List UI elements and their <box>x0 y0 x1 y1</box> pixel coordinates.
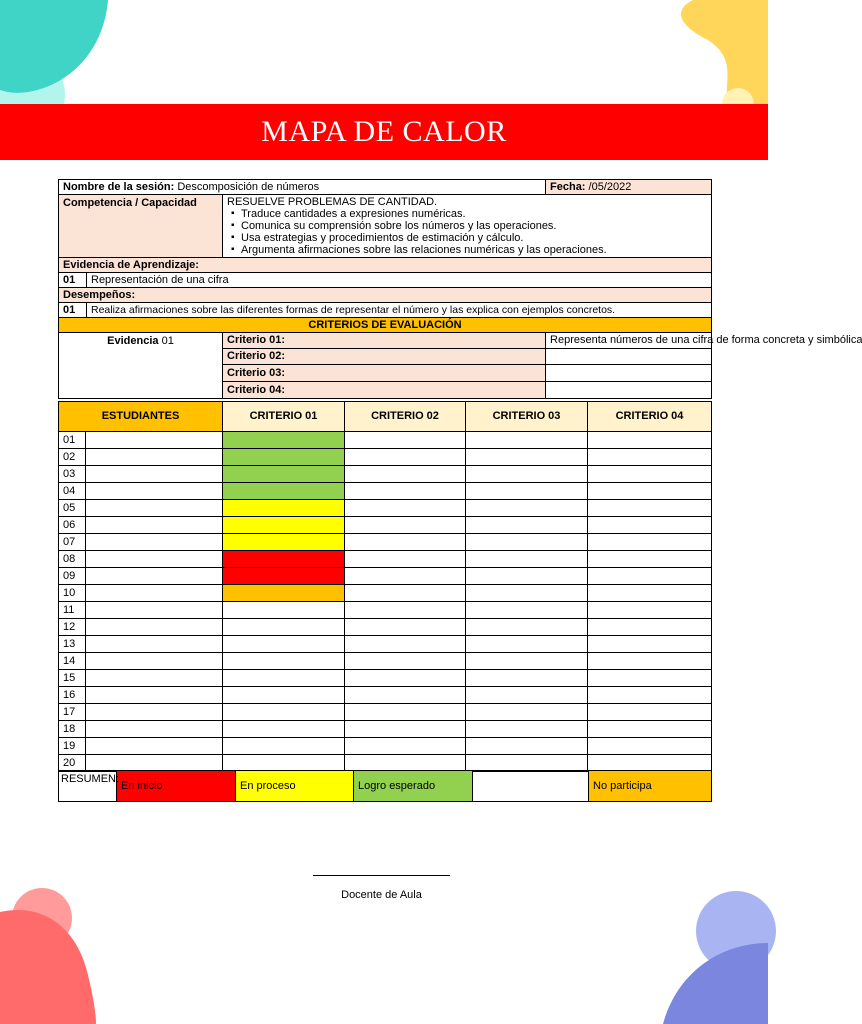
desempenos-text: Realiza afirmaciones sobre las diferentes formas de representar el número y las explica con ejemplos concretos. <box>87 303 712 318</box>
competencia-label: Competencia / Capacidad <box>59 195 223 258</box>
criterio-text <box>546 365 712 382</box>
student-name-cell[interactable] <box>86 483 223 500</box>
criterio-02-cell[interactable] <box>345 738 466 755</box>
student-number: 18 <box>59 721 86 738</box>
criterio-02-cell[interactable] <box>345 755 466 772</box>
criterio-04-cell[interactable] <box>588 602 712 619</box>
student-name-cell[interactable] <box>86 449 223 466</box>
criterio-01-cell[interactable] <box>223 483 345 500</box>
criterio-04-cell[interactable] <box>588 670 712 687</box>
criterio-02-cell[interactable] <box>345 551 466 568</box>
criterio-01-cell[interactable] <box>223 449 345 466</box>
student-row <box>59 704 712 721</box>
student-name-cell[interactable] <box>86 432 223 449</box>
decoration-bottom-right <box>658 885 768 1024</box>
signature-line <box>313 875 450 876</box>
criterio-03-cell[interactable] <box>466 517 588 534</box>
criterio-01-cell[interactable] <box>223 738 345 755</box>
page-title: MAPA DE CALOR <box>261 115 507 148</box>
criterio-02-cell[interactable] <box>345 432 466 449</box>
student-row <box>59 568 712 585</box>
student-number: 08 <box>59 551 86 568</box>
header-estudiantes: ESTUDIANTES <box>59 402 223 432</box>
criterio-04-cell[interactable] <box>588 721 712 738</box>
criterio-01-cell[interactable] <box>223 687 345 704</box>
decoration-top-right <box>668 0 768 105</box>
evidencia-num: 01 <box>59 273 87 288</box>
criterio-01-cell[interactable] <box>223 551 345 568</box>
student-name-cell[interactable] <box>86 466 223 483</box>
summary-label: RESUMEN: <box>59 771 117 802</box>
student-name-cell[interactable] <box>86 636 223 653</box>
student-row <box>59 687 712 704</box>
header-criterio-01: CRITERIO 01 <box>223 402 345 432</box>
session-info-table <box>58 179 862 399</box>
summary-legend <box>58 770 712 802</box>
criterio-03-cell[interactable] <box>466 687 588 704</box>
criterio-text <box>546 382 712 399</box>
criterio-01-cell[interactable] <box>223 721 345 738</box>
student-name-cell[interactable] <box>86 500 223 517</box>
criterio-04-cell[interactable] <box>588 704 712 721</box>
signature-label: Docente de Aula <box>341 889 422 901</box>
criterio-text <box>546 349 712 365</box>
criterio-01-cell[interactable] <box>223 602 345 619</box>
student-name-cell[interactable] <box>86 704 223 721</box>
student-row <box>59 517 712 534</box>
evidencia-text: Representación de una cifra <box>87 273 712 288</box>
capacidad-list <box>227 208 707 256</box>
student-number: 06 <box>59 517 86 534</box>
criterio-04-cell[interactable] <box>588 636 712 653</box>
criterio-03-cell[interactable] <box>466 721 588 738</box>
criterio-01-cell[interactable] <box>223 500 345 517</box>
student-name-cell[interactable] <box>86 755 223 772</box>
criterio-03-cell[interactable] <box>466 432 588 449</box>
capacidad-item: ▪ Comunica su comprensión sobre los números y las operaciones. <box>241 220 707 232</box>
student-row <box>59 636 712 653</box>
criterio-04-cell[interactable] <box>588 653 712 670</box>
student-row <box>59 670 712 687</box>
student-name-cell[interactable] <box>86 568 223 585</box>
criterio-04-cell[interactable] <box>588 551 712 568</box>
criterio-02-cell[interactable] <box>345 721 466 738</box>
student-row <box>59 483 712 500</box>
student-name-cell[interactable] <box>86 585 223 602</box>
heatmap-header-row <box>59 402 712 432</box>
student-number: 05 <box>59 500 86 517</box>
criterio-04-cell[interactable] <box>588 619 712 636</box>
criterio-03-cell[interactable] <box>466 500 588 517</box>
student-number: 15 <box>59 670 86 687</box>
criterio-02-cell[interactable] <box>345 500 466 517</box>
title-banner <box>0 104 768 160</box>
criterio-01-cell[interactable] <box>223 585 345 602</box>
header-criterio-03: CRITERIO 03 <box>466 402 588 432</box>
criterio-01-cell[interactable] <box>223 704 345 721</box>
session-name-cell: Nombre de la sesión: Descomposición de números <box>59 180 546 195</box>
student-number: 10 <box>59 585 86 602</box>
criterio-03-cell[interactable] <box>466 551 588 568</box>
criterio-03-cell[interactable] <box>466 449 588 466</box>
student-name-cell[interactable] <box>86 517 223 534</box>
criterio-02-cell[interactable] <box>345 602 466 619</box>
evidencia-criterio-label: Evidencia <box>107 335 159 347</box>
session-date: /05/2022 <box>588 180 632 193</box>
decoration-top-left <box>0 0 110 110</box>
criterio-04-cell[interactable] <box>588 755 712 772</box>
student-name-cell[interactable] <box>86 602 223 619</box>
decoration-bottom-left <box>0 880 115 1024</box>
header-criterio-04: CRITERIO 04 <box>588 402 712 432</box>
criterio-01-cell[interactable] <box>223 534 345 551</box>
criterio-01-cell[interactable] <box>223 568 345 585</box>
student-row <box>59 721 712 738</box>
criterio-04-cell[interactable] <box>588 738 712 755</box>
criterio-02-cell[interactable] <box>345 704 466 721</box>
criterio-03-cell[interactable] <box>466 534 588 551</box>
student-number: 12 <box>59 619 86 636</box>
evidencia-criterio-num: 01 <box>161 335 174 347</box>
legend-logro-esperado: Logro esperado <box>354 771 473 802</box>
criterio-04-cell[interactable] <box>588 585 712 602</box>
competencia-content <box>223 195 712 258</box>
student-name-cell[interactable] <box>86 619 223 636</box>
student-row <box>59 653 712 670</box>
date-cell: Fecha: /05/2022 <box>546 180 712 195</box>
criterio-02-cell[interactable] <box>345 636 466 653</box>
criterio-label: Criterio 04: <box>223 382 546 399</box>
student-number: 11 <box>59 602 86 619</box>
criterio-02-cell[interactable] <box>345 619 466 636</box>
criterio-04-cell[interactable] <box>588 517 712 534</box>
student-name-cell[interactable] <box>86 534 223 551</box>
criterio-04-cell[interactable] <box>588 568 712 585</box>
student-number: 02 <box>59 449 86 466</box>
criterio-03-cell[interactable] <box>466 466 588 483</box>
capacidad-item: ▪ Traduce cantidades a expresiones numéricas. <box>241 208 707 220</box>
competencia-heading: RESUELVE PROBLEMAS DE CANTIDAD. <box>227 196 438 208</box>
student-row <box>59 738 712 755</box>
criterio-04-cell[interactable] <box>588 432 712 449</box>
criterio-02-cell[interactable] <box>345 585 466 602</box>
criterio-02-cell[interactable] <box>345 517 466 534</box>
criterio-01-cell[interactable] <box>223 517 345 534</box>
student-name-cell[interactable] <box>86 721 223 738</box>
header-criterio-02: CRITERIO 02 <box>345 402 466 432</box>
criterio-02-cell[interactable] <box>345 653 466 670</box>
criterios-heading: CRITERIOS DE EVALUACIÓN <box>59 318 712 333</box>
student-number: 19 <box>59 738 86 755</box>
student-name-cell[interactable] <box>86 653 223 670</box>
criterio-02-cell[interactable] <box>345 568 466 585</box>
criterio-03-cell[interactable] <box>466 619 588 636</box>
student-name-cell[interactable] <box>86 738 223 755</box>
criterio-04-cell[interactable] <box>588 500 712 517</box>
criterio-03-cell[interactable] <box>466 602 588 619</box>
session-name: Descomposición de números <box>177 180 320 193</box>
criterio-04-cell[interactable] <box>588 466 712 483</box>
criterio-03-cell[interactable] <box>466 704 588 721</box>
capacidad-item: ▪ Usa estrategias y procedimientos de estimación y cálculo. <box>241 232 707 244</box>
desempenos-label: Desempeños: <box>59 288 712 303</box>
criterio-03-cell[interactable] <box>466 738 588 755</box>
student-number: 04 <box>59 483 86 500</box>
criterio-02-cell[interactable] <box>345 449 466 466</box>
criterio-label: Criterio 02: <box>223 349 546 365</box>
student-row <box>59 619 712 636</box>
evidencia-label: Evidencia de Aprendizaje: <box>59 258 712 273</box>
student-number: 01 <box>59 432 86 449</box>
criterio-04-cell[interactable] <box>588 534 712 551</box>
student-row <box>59 602 712 619</box>
student-row <box>59 585 712 602</box>
criterio-03-cell[interactable] <box>466 670 588 687</box>
student-number: 13 <box>59 636 86 653</box>
student-name-cell[interactable] <box>86 551 223 568</box>
criterio-03-cell[interactable] <box>466 755 588 772</box>
heatmap-table <box>58 401 712 772</box>
criterio-04-cell[interactable] <box>588 483 712 500</box>
student-row <box>59 449 712 466</box>
criterio-03-cell[interactable] <box>466 568 588 585</box>
capacidad-item: ▪ Argumenta afirmaciones sobre las relaciones numéricas y las operaciones. <box>241 244 707 256</box>
student-number: 03 <box>59 466 86 483</box>
criterio-03-cell[interactable] <box>466 585 588 602</box>
criterio-01-cell[interactable] <box>223 653 345 670</box>
student-row <box>59 500 712 517</box>
legend-en-proceso: En proceso <box>236 771 354 802</box>
student-row <box>59 466 712 483</box>
criterio-03-cell[interactable] <box>466 636 588 653</box>
criterio-01-cell[interactable] <box>223 670 345 687</box>
student-number: 09 <box>59 568 86 585</box>
student-number: 07 <box>59 534 86 551</box>
criterio-01-cell[interactable] <box>223 432 345 449</box>
evidencia-criterio-cell <box>59 333 223 399</box>
legend-en-inicio: En inicio <box>117 771 236 802</box>
criterio-01-cell[interactable] <box>223 466 345 483</box>
student-number: 20 <box>59 755 86 772</box>
criterio-01-cell[interactable] <box>223 755 345 772</box>
criterio-03-cell[interactable] <box>466 483 588 500</box>
criterio-02-cell[interactable] <box>345 466 466 483</box>
legend-no-participa: No participa <box>589 771 712 802</box>
student-row <box>59 551 712 568</box>
student-row <box>59 432 712 449</box>
student-number: 17 <box>59 704 86 721</box>
student-name-cell[interactable] <box>86 670 223 687</box>
criterio-label: Criterio 03: <box>223 365 546 382</box>
criterio-text: Representa números de una cifra de forma concreta y simbólica <box>546 333 712 349</box>
desempenos-num: 01 <box>59 303 87 318</box>
criterio-02-cell[interactable] <box>345 483 466 500</box>
criterio-01-cell[interactable] <box>223 636 345 653</box>
criterio-04-cell[interactable] <box>588 687 712 704</box>
criterio-label: Criterio 01: <box>223 333 546 349</box>
criterio-01-cell[interactable] <box>223 619 345 636</box>
student-number: 14 <box>59 653 86 670</box>
legend-empty <box>473 771 589 802</box>
criterio-02-cell[interactable] <box>345 687 466 704</box>
criterio-03-cell[interactable] <box>466 653 588 670</box>
criterio-02-cell[interactable] <box>345 670 466 687</box>
criterio-02-cell[interactable] <box>345 534 466 551</box>
student-row <box>59 755 712 772</box>
student-number: 16 <box>59 687 86 704</box>
criterio-04-cell[interactable] <box>588 449 712 466</box>
student-name-cell[interactable] <box>86 687 223 704</box>
student-row <box>59 534 712 551</box>
